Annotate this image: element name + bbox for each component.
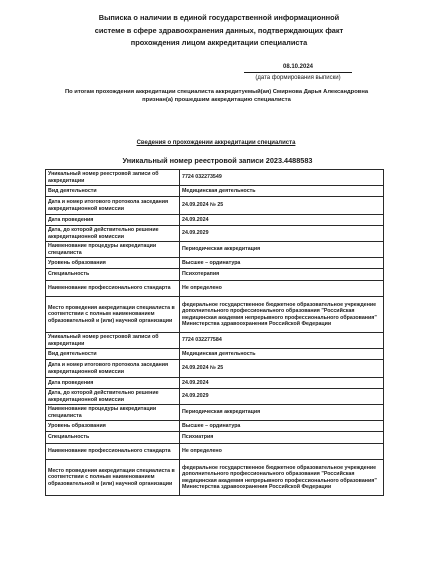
row-value: 24.09.2024 <box>180 215 384 226</box>
row-value: Психотерапия <box>180 269 384 281</box>
generation-date-caption: (дата формирования выписки) <box>255 75 341 81</box>
generation-date-block <box>244 63 352 82</box>
row-value: Высшее – ординатура <box>180 258 384 269</box>
accreditation-record-table <box>45 169 384 333</box>
intro-paragraph <box>44 89 389 105</box>
row-label: Наименование процедуры аккредитации специалиста <box>46 242 180 258</box>
row-label: Дата проведения <box>46 378 180 389</box>
row-label: Дата проведения <box>46 215 180 226</box>
table-row <box>46 405 384 421</box>
row-label: Дата, до которой действительно решение аккредитационной комиссии <box>46 389 180 405</box>
table-row <box>46 186 384 197</box>
intro-line: признан(а) прошедшим аккредитацию специалиста <box>142 96 291 103</box>
row-value: 24.09.2024 № 25 <box>180 360 384 378</box>
row-label: Специальность <box>46 269 180 281</box>
document-title-line: прохождения лицом аккредитации специалиста <box>130 38 308 47</box>
accreditation-record-table <box>45 332 384 496</box>
row-value: 24.09.2029 <box>180 389 384 405</box>
table-row <box>46 269 384 281</box>
row-label: Наименование процедуры аккредитации специалиста <box>46 405 180 421</box>
row-value: 24.09.2024 <box>180 378 384 389</box>
row-label: Специальность <box>46 432 180 444</box>
row-value: Высшее – ординатура <box>180 421 384 432</box>
row-label: Дата и номер итогового протокола заседания аккредитационной комиссии <box>46 360 180 378</box>
table-row <box>46 281 384 297</box>
row-value: Психиатрия <box>180 432 384 444</box>
table-row <box>46 460 384 496</box>
table-row <box>46 349 384 360</box>
table-row <box>46 170 384 186</box>
row-label: Уровень образования <box>46 258 180 269</box>
table-row <box>46 360 384 378</box>
row-value: Медицинская деятельность <box>180 186 384 197</box>
row-label: Место проведения аккредитации специалиста в соответствии с полным наименованием образовательной и (или) научной организации <box>46 297 180 333</box>
table-row <box>46 215 384 226</box>
registry-number: Уникальный номер реестровой записи 2023.4488583 <box>122 156 313 165</box>
table-row <box>46 389 384 405</box>
document-title-line: Выписка о наличии в единой государственной информационной <box>98 13 340 22</box>
row-value: федеральное государственное бюджетное образовательное учреждение дополнительного профессионального образования "Российская медицинская академия непрерывного профессионального образования" Министерства здравоохранения Российской Федерации <box>180 460 384 496</box>
row-value: 7724 032277584 <box>180 333 384 349</box>
row-value: 7724 032273549 <box>180 170 384 186</box>
row-value: Не определено <box>180 281 384 297</box>
document-title <box>60 12 378 50</box>
section-title: Сведения о прохождении аккредитации специалиста <box>136 140 296 146</box>
row-value: Медицинская деятельность <box>180 349 384 360</box>
intro-line: По итогам прохождения аккредитации специалиста аккредитуемый(ая) Смирнова Дарья Александровна <box>64 89 369 95</box>
table-row <box>46 444 384 460</box>
row-label: Дата и номер итогового протокола заседания аккредитационной комиссии <box>46 197 180 215</box>
row-label: Уникальный номер реестровой записи об аккредитации <box>46 333 180 349</box>
row-value: Периодическая аккредитация <box>180 242 384 258</box>
row-value: федеральное государственное бюджетное образовательное учреждение дополнительного профессионального образования "Российская медицинская академия непрерывного профессионального образования" Министерства здравоохранения Российской Федерации <box>180 297 384 333</box>
row-label: Уникальный номер реестровой записи об аккредитации <box>46 170 180 186</box>
table-row <box>46 333 384 349</box>
row-label: Вид деятельности <box>46 349 180 360</box>
row-value: Периодическая аккредитация <box>180 405 384 421</box>
table-row <box>46 421 384 432</box>
row-label: Место проведения аккредитации специалиста в соответствии с полным наименованием образовательной и (или) научной организации <box>46 460 180 496</box>
row-label: Наименование профессионального стандарта <box>46 281 180 297</box>
row-label: Уровень образования <box>46 421 180 432</box>
table-row <box>46 378 384 389</box>
row-label: Дата, до которой действительно решение аккредитационной комиссии <box>46 226 180 242</box>
row-label: Наименование профессионального стандарта <box>46 444 180 460</box>
generation-date: 08.10.2024 <box>244 63 352 73</box>
table-row <box>46 258 384 269</box>
table-row <box>46 197 384 215</box>
table-row <box>46 242 384 258</box>
row-value: 24.09.2024 № 25 <box>180 197 384 215</box>
row-label: Вид деятельности <box>46 186 180 197</box>
row-value: Не определено <box>180 444 384 460</box>
document-title-line: системе в сфере здравоохранения данных, подтверждающих факт <box>94 25 344 35</box>
row-value: 24.09.2029 <box>180 226 384 242</box>
table-row <box>46 226 384 242</box>
table-row <box>46 432 384 444</box>
table-row <box>46 297 384 333</box>
